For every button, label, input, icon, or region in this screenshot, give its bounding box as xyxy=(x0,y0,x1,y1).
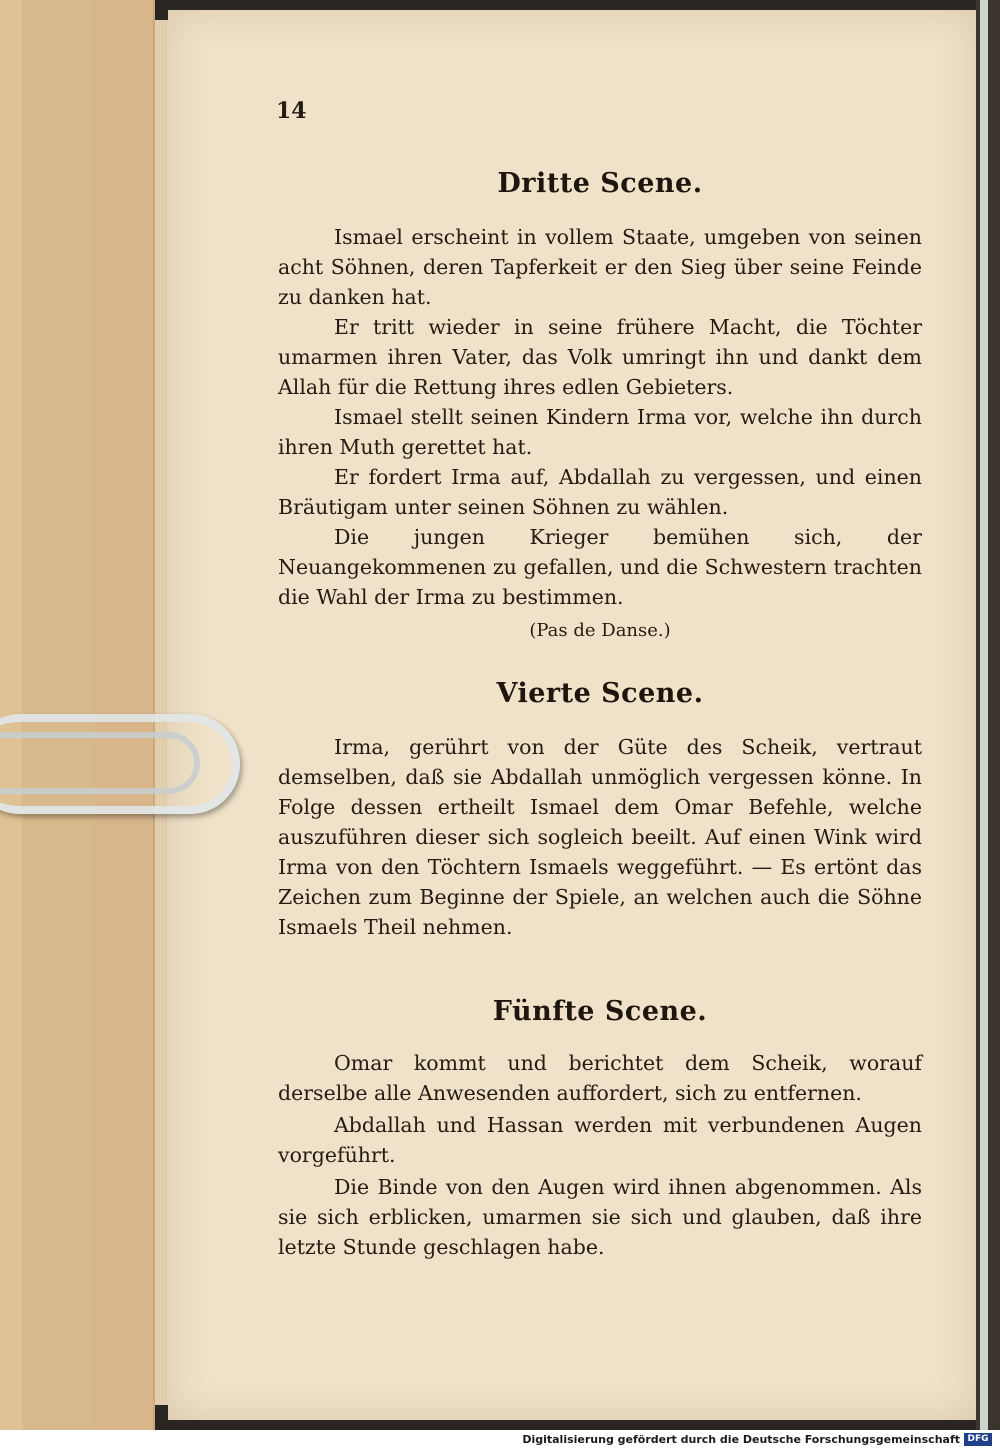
scene-heading: Fünfte Scene. xyxy=(492,996,708,1027)
paragraph: Er fordert Irma auf, Abdallah zu vergessen, und einen Bräutigam unter seinen Söhnen zu wählen. xyxy=(278,465,922,519)
paragraph: Die jungen Krieger bemühen sich, der Neuangekommenen zu gefallen, und die Schwestern trachten die Wahl der Irma zu bestimmen. xyxy=(278,525,922,609)
paragraph: Ismael stellt seinen Kindern Irma vor, welche ihn durch ihren Muth gerettet hat. xyxy=(278,405,922,459)
paragraph: Abdallah und Hassan werden mit verbundenen Augen vorgeführt. xyxy=(278,1113,922,1167)
paragraph: Die Binde von den Augen wird ihnen abgenommen. Als sie sich erblicken, umarmen sie sich und glauben, daß ihre letzte Stunde geschlagen habe. xyxy=(278,1175,922,1259)
stage-direction: (Pas de Danse.) xyxy=(529,620,671,641)
paragraph: Er tritt wieder in seine frühere Macht, die Töchter umarmen ihren Vater, das Volk umringt ihn und dankt dem Allah für die Rettung ihres edlen Gebieters. xyxy=(278,315,922,399)
paragraph: Omar kommt und berichtet dem Scheik, worauf derselbe alle Anwesenden auffordert, sich zu entfernen. xyxy=(278,1051,922,1105)
paragraph: Ismael erscheint in vollem Staate, umgeben von seinen acht Söhnen, deren Tapferkeit er den Sieg über seine Feinde zu danken hat. xyxy=(278,225,922,309)
paper-clip-inner-loop xyxy=(0,732,200,794)
footer-bar xyxy=(0,1430,1000,1450)
paragraph: Irma, gerührt von der Güte des Scheik, vertraut demselben, daß sie Abdallah unmöglich vergessen könne. In Folge dessen ertheilt Ismael dem Omar Befehle, welche auszuführen dieser sich sogleich beeilt. Auf einen Wink wird Irma von den Töchtern Ismaels weggeführt. — Es ertönt das Zeichen zum Beginne der Spiele, an welchen auch die Söhne Ismaels Theil nehmen. xyxy=(278,735,922,939)
page-edges xyxy=(155,20,169,1405)
scene-heading: Vierte Scene. xyxy=(496,678,704,709)
dfg-logo: DFG xyxy=(964,1433,992,1446)
right-color-strip xyxy=(980,0,988,1430)
page-number: 14 xyxy=(276,98,307,124)
scene-heading: Dritte Scene. xyxy=(497,168,703,199)
funding-credit: Digitalisierung gefördert durch die Deutsche Forschungsgemeinschaft xyxy=(522,1433,960,1446)
